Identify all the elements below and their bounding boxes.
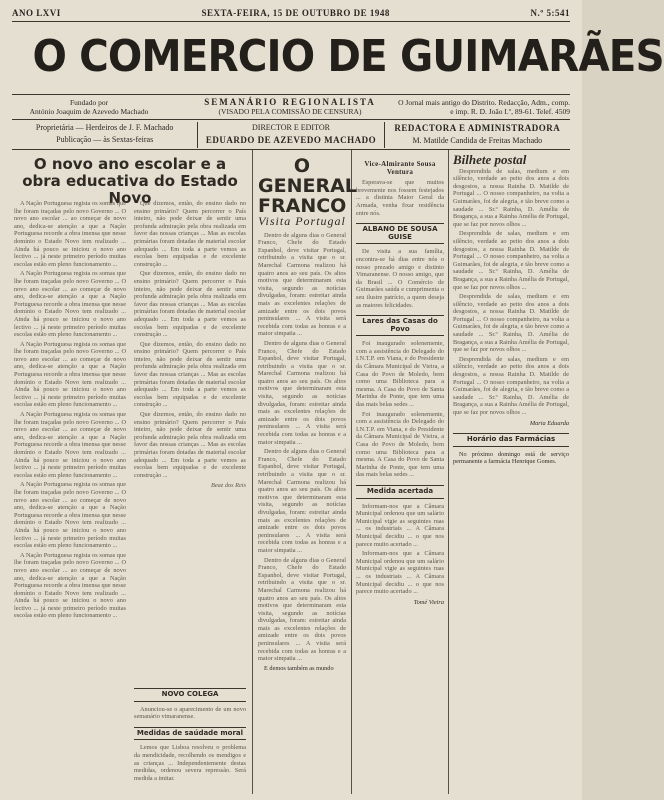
school-article-body-repeat: A Nação Portuguesa regista os somas que lhe foram traçadas pelo novo Governo ... O novo ano escolar ... ao começar de novo ano, dedica-se atenção a que a Nação Portuguesa recorde a obra imensa que nesse domínio o Estado Novo tem realizado ... Ainda há pouco se iniciou o novo ano lectivo ... já neste primeiro período muitas escolas estão em pleno funcionamento ...: [14, 340, 126, 409]
school-article-body-repeat: A Nação Portuguesa regista os somas que lhe foram traçadas pelo novo Governo ... O novo ano escolar ... ao começar de novo ano, dedica-se atenção a que a Nação Portuguesa recorde a obra imensa que nesse domínio o Estado Novo tem realizado ... Ainda há pouco se iniciou o novo ano lectivo ... já neste primeiro período muitas escolas estão em pleno funcionamento ...: [14, 270, 126, 339]
franco-body-repeat: Dentro de alguns dias o General Franco, Chefe do Estado Espanhol, deve visitar Portugal, retribuindo a visita que o sr. Marechal Carmona realizou há quatro anos ao seu país. Os altos motivos que determinaram esta visita, segundo as notícias divulgadas, foram: estreitar ainda mais as excelentes relações de amizade entre os dois povos peninsulares ... A visita será recebida com todas as honras e a maior simpatia ...: [258, 556, 346, 663]
bilhete-body-repeat: Desprendida de salas, medium e em silêncio, verdade ao peito dos anos a dois desgostos, a nossa Rainha D. Matilde de Portugal ... O nosso companheiro, na volta a Guimarães, foi de alegria, e tão breve como a saudade ... Sr.º Rainha, D. Amélia de Bragança, a sua a Rainha Amélia de Portugal, que se faz por novos olhos ...: [453, 293, 569, 354]
school-article-col2: [134, 200, 246, 680]
director-label: DIRECTOR E EDITOR: [252, 123, 330, 132]
owner-cell: [12, 122, 198, 148]
saude-title: Medidas de saúdade moral: [134, 727, 246, 741]
owner-label: Proprietária — Herdeiros de J. F. Machado: [35, 123, 174, 132]
bilhete-title: Bilhete postal: [453, 152, 527, 167]
medida-body: Informam-nos que a Câmara Municipal ordenou que um salário Municipal vigie as seguintes ruas ... os industriais ... A Câmara Municipal decidiu ... o que nos parece muito acertado ...: [356, 502, 444, 548]
small-notices: [134, 682, 246, 792]
school-article-body-repeat: A Nação Portuguesa regista os somas que lhe foram traçadas pelo novo Governo ... O novo ano escolar ... ao começar de novo ano, dedica-se atenção a que a Nação Portuguesa recorde a obra imensa que nesse domínio o Estado Novo tem realizado ... Ainda há pouco se iniciou o novo ano lectivo ... já neste primeiro período muitas escolas estão em pleno funcionamento ...: [14, 481, 126, 550]
publication-label: Publicação — às Sextas-feiras: [56, 135, 154, 144]
guise-title: ALBANO DE SOUSA GUISE: [356, 223, 444, 244]
saude-body: Lemos que Lisboa resolveu o problema da mendicidade, recolhendo os mendigos e as crianças ... Independentemente destas medidas, ordenou severa repressão. Será medida a imitar.: [134, 744, 246, 782]
admin-cell: [385, 122, 570, 148]
franco-body-repeat: Dentro de alguns dias o General Franco, Chefe do Estado Espanhol, deve visitar Portugal, retribuindo a visita que o sr. Marechal Carmona realizou há quatro anos ao seu país. Os altos motivos que determinaram esta visita, segundo as notícias divulgadas, foram: estreitar ainda mais as excelentes relações de amizade entre os dois povos peninsulares ... A visita será recebida com todas as honras e a maior simpatia ...: [258, 448, 346, 554]
medida-signature: Tomé Vieira: [413, 598, 444, 606]
casas-povo-body-repeat: Foi inaugurado solenemente, com a assistência do Delegado do I.N.T.P. em Viana, e do Presidente da Câmara Municipal de Vieira, a Casa do Povo de Moledo, bem como uma Biblioteca para a mesma. A Casa do Povo de Santa Marinha de Ponte, que tem uma das mais belas sedes ...: [356, 410, 444, 479]
founder-info: [14, 98, 164, 116]
top-info-bar: [12, 6, 570, 20]
admin-label: REDACTORA E ADMINISTRADORA: [394, 123, 561, 133]
medida-body-repeat: Informam-nos que a Câmara Municipal ordenou que um salário Municipal vigie as seguintes ruas ... os industriais ... A Câmara Municipal decidiu ... o que nos parece muito acertado ...: [356, 550, 444, 596]
right-column: [453, 152, 569, 792]
franco-subtitle: Visita Portugal: [258, 214, 346, 228]
weekly-info: [200, 98, 380, 116]
franco-article: [258, 155, 357, 792]
school-article-body-repeat: A Nação Portuguesa regista os somas que lhe foram traçadas pelo novo Governo ... O novo ano escolar ... ao começar de novo ano, dedica-se atenção a que a Nação Portuguesa recorde a obra imensa que nesse domínio o Estado Novo tem realizado ... Ainda há pouco se iniciou o novo ano lectivo ... já neste primeiro período muitas escolas estão em pleno funcionamento ...: [14, 411, 126, 479]
divider: [12, 149, 570, 150]
bilhete-signature: Maria Eduarda: [529, 419, 569, 427]
casas-povo-body: Foi inaugurado solenemente, com a assistência do Delegado do I.N.T.P. em Viana, e do Presidente da Câmara Municipal de Vieira, a Casa do Povo de Moledo, bem como uma Biblioteca para a mesma. A Casa do Povo de Santa Marinha de Ponte, que tem uma das mais belas sedes ...: [356, 340, 444, 409]
bilhete-body-repeat: Desprendida de salas, medium e em silêncio, verdade ao peito dos anos a dois desgostos, a nossa Rainha D. Matilde de Portugal ... O nosso companheiro, na volta a Guimarães, foi de alegria, e tão breve como a saudade ... Sr.º Rainha, D. Amélia de Bragança, a sua a Rainha Amélia de Portugal, que se faz por novos olhos ...: [453, 355, 569, 416]
franco-end: E demos também as mundo: [264, 664, 334, 672]
admin-name: M. Matilde Candida de Freitas Machado: [412, 136, 543, 145]
weekly-label: SEMANÁRIO REGIONALISTA: [204, 97, 376, 107]
school-article-title: O novo ano escolar e a obra educativa do Estado Novo: [22, 155, 238, 207]
school-article-continued-repeat: Que dizemos, então, do ensino dado no ensino primário? Quem percorrer o País inteiro, não pode deixar de sentir uma profunda admiração pela obra realizada em favor das nossas crianças ... Mas as escolas primárias foram dotadas de material escolar adequado ... Em toda a parte vemos as escolas bem equipadas e de excelente construção ...: [134, 411, 246, 479]
franco-body: Dentro de alguns dias o General Franco, Chefe do Estado Espanhol, deve visitar Portugal, retribuindo a visita que o sr. Marechal Carmona realizou há quatro anos ao seu país. Os altos motivos que determinaram esta visita, segundo as notícias divulgadas, foram: estreitar ainda mais as excelentes relações de amizade entre os dois povos peninsulares ... A visita será recebida com todas as honras e a maior simpatia ...: [258, 231, 346, 338]
bilhete-body-repeat: Desprendida de salas, medium e em silêncio, verdade ao peito dos anos a dois desgostos, a nossa Rainha D. Matilde de Portugal ... O nosso companheiro, na volta a Guimarães, foi de alegria, e tão breve como a saudade ... Sr.º Rainha, D. Amélia de Bragança, a sua a Rainha Amélia de Portugal, que se faz por novos olhos ...: [453, 230, 569, 291]
vice-almirante-body: Esperava-se que muitos brevemente nos fossem festejados ... a distinta Maior Geral da Armada, venha fixar residência entre nós.: [356, 179, 444, 217]
director-cell: [198, 122, 384, 148]
casas-povo-title: Lares das Casas do Povo: [356, 315, 444, 336]
divider: [12, 94, 570, 95]
school-article-signature: Beaz dos Reis: [211, 482, 246, 490]
school-article-continued-repeat: Que dizemos, então, do ensino dado no ensino primário? Quem percorrer o País inteiro, não pode deixar de sentir uma profunda admiração pela obra realizada em favor das nossas crianças ... Mas as escolas primárias foram dotadas de material escolar adequado ... Em toda a parte vemos as escolas bem equipadas e de excelente construção ...: [134, 270, 246, 339]
address-info: O Jornal mais antigo do Distrito. Redacção, Adm., comp. e imp. R. D. João I.º, 89-61. Telef. 4509: [398, 98, 570, 116]
school-article-body-repeat: A Nação Portuguesa regista os somas que lhe foram traçadas pelo novo Governo ... O novo ano escolar ... ao começar de novo ano, dedica-se atenção a que a Nação Portuguesa recorde a obra imensa que nesse domínio o Estado Novo tem realizado ... Ainda há pouco se iniciou o novo ano lectivo ... já neste primeiro período muitas escolas estão em pleno funcionamento ...: [14, 551, 126, 620]
masthead: O COMERCIO DE GUIMARÃES: [32, 31, 664, 82]
issue-number: N.º 5:541: [530, 8, 570, 18]
novo-colega-title: NOVO COLEGA: [134, 688, 246, 702]
guise-body: De visita a sua família, encontra-se há dias entre nós o nosso prezado amigo e distinto Vimaranense. O nosso amigo, que da Brasil ... O Comércio de Guimarães saúda e cumprimenta o seu ilustre patrício, a quem deseja as maiores felicidades.: [356, 248, 444, 309]
divider: [12, 21, 570, 22]
school-article-continued: Que dizemos, então, do ensino dado no ensino primário? Quem percorrer o País inteiro, não pode deixar de sentir uma profunda admiração pela obra realizada em favor das nossas crianças ... Mas as escolas primárias foram dotadas de material escolar adequado ... Em toda a parte vemos as escolas bem equipadas e de excelente construção ...: [134, 200, 246, 268]
school-article-col1: [14, 200, 126, 790]
column-rule: [252, 150, 253, 794]
staff-bar: [12, 122, 570, 148]
divider: [12, 119, 570, 120]
founder-name: António Joaquim de Azevedo Machado: [29, 107, 149, 116]
school-article-continued-repeat: Que dizemos, então, do ensino dado no ensino primário? Quem percorrer o País inteiro, não pode deixar de sentir uma profunda admiração pela obra realizada em favor das nossas crianças ... Mas as escolas primárias foram dotadas de material escolar adequado ... Em toda a parte vemos as escolas bem equipadas e de excelente construção ...: [134, 340, 246, 409]
director-name: EDUARDO DE AZEVEDO MACHADO: [205, 135, 377, 145]
year: ANO LXVI: [12, 8, 61, 18]
novo-colega-body: Anunciou-se o aparecimento de um novo semanário vimaranense.: [134, 705, 246, 721]
farmacias-title: Horário das Farmácias: [453, 433, 569, 447]
issue-date: SEXTA-FEIRA, 15 DE OUTUBRO DE 1948: [201, 8, 390, 18]
farmacias-body: No próximo domingo está de serviço permanente a farmácia Henrique Gomes.: [453, 450, 569, 466]
medida-title: Medida acertada: [356, 485, 444, 499]
founded-label: Fundado por: [69, 98, 109, 107]
franco-body-repeat: Dentro de alguns dias o General Franco, Chefe do Estado Espanhol, deve visitar Portugal, retribuindo a visita que o sr. Marechal Carmona realizou há quatro anos ao seu país. Os altos motivos que determinaram esta visita, segundo as notícias divulgadas, foram: estreitar ainda mais as excelentes relações de amizade entre os dois povos peninsulares ... A visita será recebida com todas as honras e a maior simpatia ...: [258, 339, 346, 446]
weekly-note: (VISADO PELA COMISSÃO DE CENSURA): [218, 107, 362, 116]
column-rule: [351, 150, 352, 794]
column-rule: [448, 150, 449, 794]
middle-column: [356, 156, 444, 792]
franco-title: O GENERAL FRANCO: [258, 155, 357, 217]
vice-almirante-title: Vice-Almirante Sousa Ventura: [364, 160, 436, 176]
school-article-body: A Nação Portuguesa regista os somas que lhe foram traçadas pelo novo Governo ... O novo ano escolar ... ao começar de novo ano, dedica-se atenção a que a Nação Portuguesa recorde a obra imensa que nesse domínio o Estado Novo tem realizado ... Ainda há pouco se iniciou o novo ano lectivo ... já neste primeiro período muitas escolas estão em pleno funcionamento ...: [14, 200, 126, 268]
bilhete-body: Desprendida de salas, medium e em silêncio, verdade ao peito dos anos a dois desgostos, a nossa Rainha D. Matilde de Portugal ... O nosso companheiro, na volta a Guimarães, foi de alegria, e tão breve como a saudade ... Sr.º Rainha, D. Amélia de Bragança, a sua a Rainha Amélia de Portugal, que se faz por novos olhos ...: [453, 167, 569, 228]
